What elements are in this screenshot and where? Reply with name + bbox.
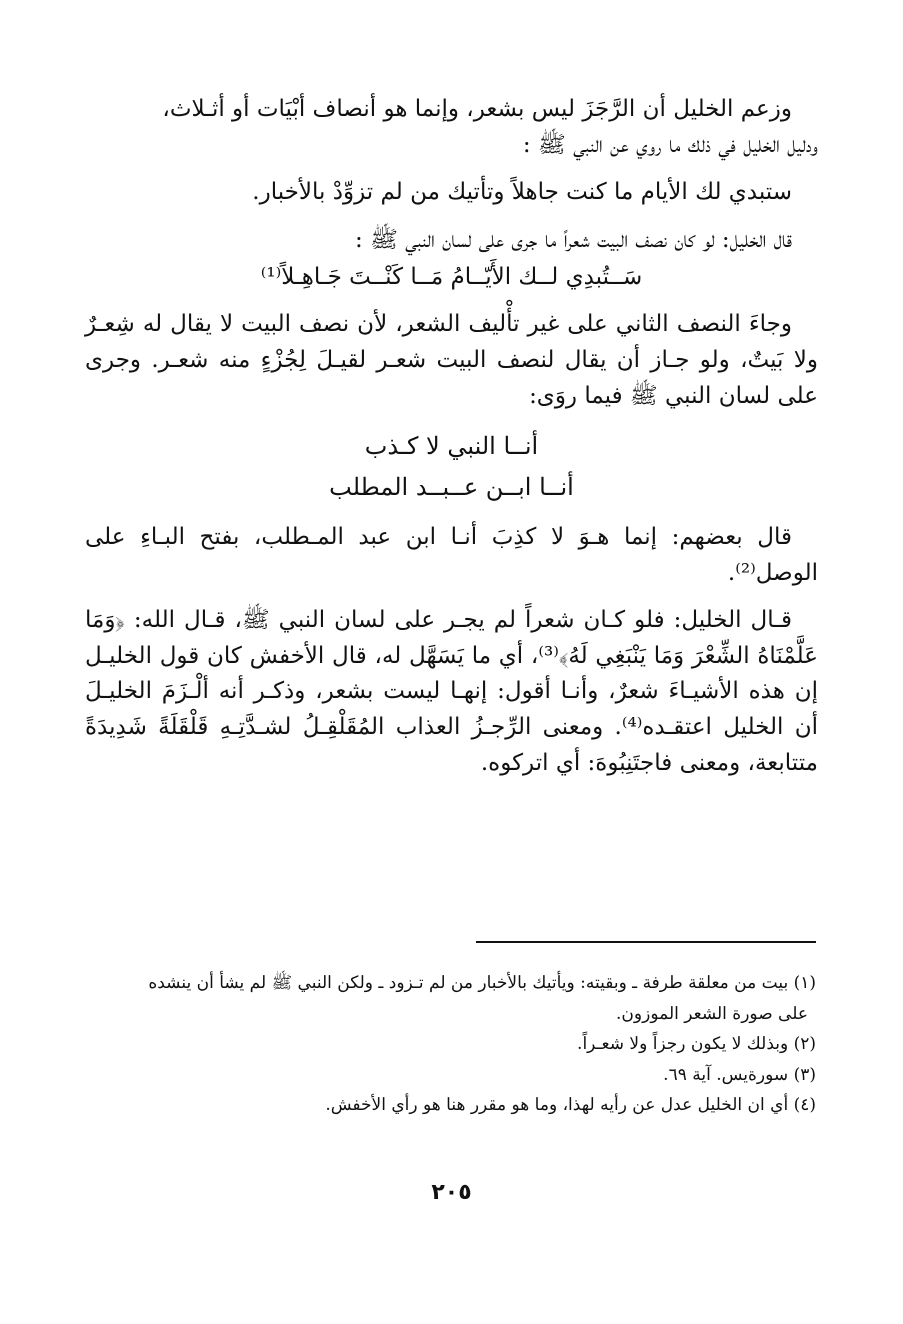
footnote-1: (١) بيت من معلقة طرفة ـ وبقيته: ويأتيك بالأخبار من لم تـزود ـ ولكن النبي ﷺ لم يشأ أن ينشده (148, 973, 816, 993)
paragraph-khalil-evidence: ودليل الخليل في ذلك ما روي عن النبي ﷺ : (522, 131, 818, 158)
footnotes (85, 968, 816, 1121)
paragraph-some-said: قال بعضهم: إنما هـوَ لا كذِبَ أنـا ابن عبد المـطلب، بفتح البـاءِ على الوصل⁽²⁾. (85, 523, 818, 586)
page-number: ٢٠٥ (431, 1180, 472, 1205)
paragraph-khalil-half-verse: قال الخليل: لو كان نصف البيت شعراً ما جرى على لسان النبي ﷺ : (355, 226, 792, 253)
paragraph-khalil-claim: وزعم الخليل أن الرَّجَزَ ليس بشعر، وإنما هو أنصاف أبْيَات أو أثـلاث، (162, 96, 792, 122)
verse-line-2: أنــا ابــن عــبــد المطلب (329, 473, 574, 502)
footnote-divider (476, 941, 816, 943)
footnote-1-continued: على صورة الشعر الموزون. (616, 1003, 808, 1024)
paragraph-second-half: وجاءَ النصف الثاني على غير تأْليف الشعر، لأن نصف البيت لا يقال له شِعـرٌ ولا بَيتٌ، ولو جـاز أن يقال لنصف البيت شعـر لقيـلَ لِجُزْءٍ منه شعـر. وجرى على لسان النبي ﷺ فيما روَى: (85, 311, 818, 409)
footnote-4: (٤) أي ان الخليل عدل عن رأيه لهذا، وما هو مقرر هنا هو رأي الأخفش. (325, 1095, 816, 1116)
main-text (85, 92, 818, 781)
paragraph-khalil-quran: قـال الخليل: فلو كـان شعراً لم يجـر على لسان النبي ﷺ، قـال الله: ﴿وَمَا عَلَّمْنَاهُ الشِّعْرَ وَمَا يَنْبَغِي لَهُ﴾⁽³⁾، أي ما يَسَهَّل له، قال الأخفش كان قول الخليـل إن هذه الأشيـاءَ شعرٌ، وأنـا أقول: إنهـا ليست بشعر، وذكـر أنه ألْـزَمَ الخليـلَ أن الخليل اعتقـده⁽⁴⁾. ومعنى الرِّجـزُ العذاب المُقَلْقِـلُ لشـدَّتِـهِ قَلْقَلَةً شَدِيدَةً متتابعة، ومعنى فاجتَنِبُوهَ: أي اتركوه. (85, 607, 818, 776)
footnote-2: (٢) وبذلك لا يكون رجزاً ولا شعـراً. (577, 1034, 816, 1055)
quoted-hemistich: سَــتُبدِي لــك الأَيّــامُ مَــا كَنْــتَ جَـاهِـلاً⁽¹⁾ (260, 263, 643, 290)
verse-line-1: أنــا النبي لا كـذب (364, 432, 539, 461)
footnote-3: (٣) سورةيس. آية ٦٩. (663, 1064, 816, 1085)
quoted-verse-full: ستبدي لك الأيام ما كنت جاهلاً وتأتيك من لم تزوِّدْ بالأخبار. (252, 179, 792, 206)
